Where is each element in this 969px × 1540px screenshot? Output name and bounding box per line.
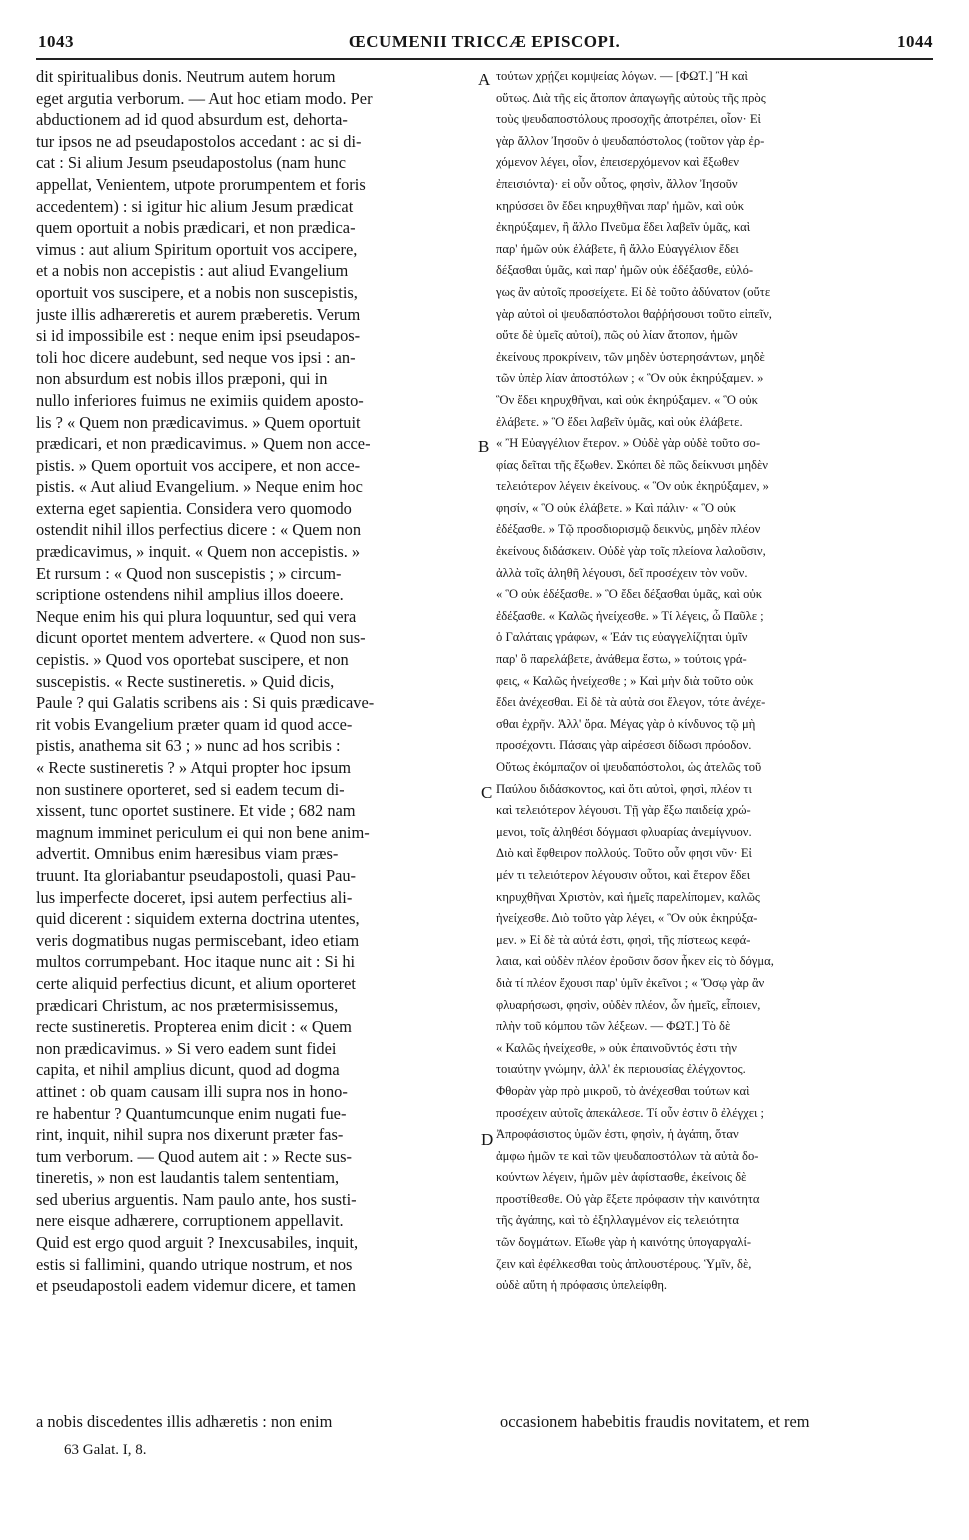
latin-text-line: non sustinere oporteret, sed si eadem tecum di-: [36, 779, 345, 799]
greek-text-line: μεν. » Εἰ δὲ τὰ αὐτά ἐστι, φησὶ, τῆς πίστεως κεφά-: [496, 932, 751, 947]
footnote: 63 Galat. I, 8.: [64, 1442, 147, 1458]
latin-text-line: abductionem ad id quod absurdum est, dehorta-: [36, 110, 348, 130]
greek-text-line: τοιαύτην γνώμην, ἀλλ' ἐκ περιουσίας ἐλέγχοντος.: [496, 1062, 746, 1077]
latin-text-line: nullo inferiores fuimus ne eximiis quidem aposto-: [36, 390, 364, 410]
greek-text-line: τῆς ἀγάπης, καὶ τὸ ἐξηλλαγμένον εἰς τελειότητα: [496, 1213, 739, 1228]
greek-text-line: γως ἂν αὐτοῖς προσείχετε. Εἰ δὲ τοῦτο ἀδύνατον (οὔτε: [496, 284, 771, 299]
latin-text-line: juste illis adhæreretis et aurem præberetis. Verum: [36, 304, 361, 324]
greek-text-line: φησίν, « Ὃ οὐκ ἐλάβετε. » Καὶ πάλιν· « Ὃ οὐκ: [496, 500, 737, 515]
margin-marker-b: B: [478, 437, 490, 456]
latin-text-line: magnum imminet periculum ei qui non bene anim-: [36, 822, 370, 842]
right-page-number: 1044: [897, 32, 933, 51]
latin-text-line: oportuit vos suscipere, et a nobis non suscepistis,: [36, 282, 358, 302]
latin-text-line: vimus : aut alium Spiritum oportuit vos accipere,: [36, 239, 358, 259]
greek-text-line: Οὕτως ἐκόμπαζον οἱ ψευδαπόστολοι, ὡς ἀτελῶς τοῦ: [496, 760, 762, 774]
greek-text-line: Παύλου διδάσκοντος, καὶ ὅτι αὐτοὶ, φησὶ, πλέον τι: [496, 781, 752, 796]
latin-text-line: nere eisque adhærere, corruptionem appellavit.: [36, 1211, 344, 1231]
latin-text-line: certe aliquid perfectius dicunt, et alium oporteret: [36, 973, 356, 993]
latin-text-line: dit spiritualibus donis. Neutrum autem horum: [36, 67, 336, 86]
greek-text-line: οὐδὲ αὕτη ἡ πρόφασις ὑπελείφθη.: [496, 1278, 668, 1293]
greek-text-line: « Ὃ οὐκ ἐδέξασθε. » Ὃ ἔδει δέξασθαι ὑμᾶς, καὶ οὐκ: [496, 587, 763, 602]
latin-text-line: truunt. Ita gloriabantur pseudapostoli, quasi Pau-: [36, 865, 357, 885]
greek-text-line: « Καλῶς ἠνείχεσθε, » οὐκ ἐπαινοῦντός ἐστι τὴν: [496, 1040, 737, 1055]
latin-text-line: si id impossibile est : neque enim ipsi pseudapos-: [36, 326, 361, 346]
latin-text-line: eget argutia verborum. — Aut hoc etiam modo. Per: [36, 88, 373, 108]
bottom-continuation-line: occasionem habebitis fraudis novitatem, et rem: [500, 1412, 810, 1431]
greek-text-line: τελειότερον λέγειν ἐκείνους. « Ὃν οὐκ ἐκηρύξαμεν, »: [496, 479, 769, 494]
latin-text-line: xissent, tunc oportet sustinere. Et vide ; 682 nam: [36, 801, 356, 821]
greek-text-line: ἀλλὰ τοῖς ἀληθῆ λέγουσι, δεῖ προσέχειν τὸν νοῦν.: [496, 565, 748, 580]
latin-text-line: Et rursum : « Quod non suscepistis ; » circum-: [36, 563, 342, 583]
latin-text-line: prædicavimus, » inquit. « Quem non accepistis. »: [36, 542, 361, 562]
latin-text-line: re habentur ? Quantumcunque enim nugati fue-: [36, 1103, 347, 1123]
latin-text-line: scriptione ostendens nihil amplius illos doeere.: [36, 585, 344, 605]
latin-text-line: non absurdum est nobis illos præponi, qui in: [36, 369, 328, 389]
latin-text-line: prædicari Christum, ac nos prætermisissemus,: [36, 995, 339, 1015]
greek-text-line: Διὸ καὶ ἔφθειρον πολλούς. Τοῦτο οὖν φησι νῦν· Εἰ: [496, 846, 752, 861]
greek-text-line: μέν τι τελειότερον λέγουσιν οὗτοι, καὶ ἕτερον ἔδει: [496, 867, 751, 882]
latin-text-line: veris dogmatibus nugas permiscebant, ideo etiam: [36, 930, 360, 950]
latin-text-line: multos corrumpebant. Hoc itaque nunc ait : Si hi: [36, 952, 356, 972]
margin-marker-d: D: [481, 1130, 494, 1149]
greek-text-line: φίας δεῖται τῆς ἔξωθεν. Σκόπει δὲ πῶς δείκνυσι μηδὲν: [496, 457, 768, 472]
latin-text-line: et pseudapostoli eadem videmur dicere, et tamen: [36, 1276, 356, 1296]
margin-marker-a: A: [478, 70, 491, 89]
greek-text-line: λαια, καὶ οὐδὲν πλέον ἐροῦσιν ὅσον ἧκεν εἰς τὸ δόγμα,: [496, 954, 774, 969]
greek-text-line: φεις, « Καλῶς ἠνείχεσθε ; » Καὶ μὴν διὰ τοῦτο οὐκ: [496, 673, 754, 688]
greek-text-line: καὶ τελειότερον λέγουσι. Τῇ γὰρ ἔξω παιδείᾳ χρώ-: [496, 803, 751, 818]
latin-text-line: sed uberius arguentis. Nam paulo ante, hos susti-: [36, 1189, 357, 1209]
latin-text-line: cepistis. » Quod vos oportebat suscipere, et non: [36, 650, 349, 670]
header-rule: [36, 58, 933, 60]
latin-text-line: « Recte sustineretis ? » Atqui propter hoc ipsum: [36, 758, 352, 777]
greek-text-line: παρ' ὃ παρελάβετε, ἀνάθεμα ἔστω, » τούτοις γρά-: [496, 652, 747, 667]
greek-text-line: ἔδει ἀνέχεσθαι. Εἰ δὲ τὰ αὐτὰ σοι ἔλεγον, τότε ἀνέχε-: [496, 695, 766, 710]
latin-text-line: pistis, anathema sit 63 ; » nunc ad hos scribis :: [36, 736, 341, 756]
greek-text-line: « Ἢ Εὐαγγέλιον ἕτερον. » Οὐδὲ γὰρ οὐδὲ τοῦτο σο-: [496, 436, 761, 451]
greek-text-line: οὔτε δὲ ὑμεῖς αὐτοί), πῶς οὐ λίαν ἄτοπον, ἡμῶν: [496, 328, 738, 343]
greek-text-line: οὕτως. Διὰ τῆς εἰς ἄτοπον ἀπαγωγῆς αὐτοὺς τῆς πρὸς: [496, 90, 766, 105]
latin-text-line: et a nobis non accepistis : aut aliud Evangelium: [36, 261, 349, 281]
greek-text-line: Φθορὰν γὰρ πρὸ μικροῦ, τὸ ἀνέχεσθαι τούτων καὶ: [496, 1083, 750, 1098]
greek-text-line: κηρυχθῆναι Χριστὸν, καὶ ἡμεῖς παρελίπομεν, καλῶς: [496, 889, 760, 904]
greek-text-line: Ἀπροφάσιστος ὑμῶν ἐστι, φησὶν, ἡ ἀγάπη, ὅταν: [496, 1127, 739, 1142]
greek-text-line: πλὴν τοῦ κόμπου τῶν λέξεων. — ΦΩΤ.] Τὸ δὲ: [496, 1019, 731, 1034]
greek-text-line: προσέχοντι. Πάσαις γὰρ αἱρέσεσι δίδωσι πρόοδον.: [496, 738, 752, 753]
left-page-number: 1043: [38, 32, 74, 51]
greek-text-line: τοὺς ψευδαποστόλους προσοχῆς ἀποτρέπει, οἷον· Εἰ: [496, 112, 761, 127]
greek-text-line: γὰρ αὐτοὶ οἱ ψευδαπόστολοι θαῤῥήσουσι τοῦτο εἰπεῖν,: [496, 306, 772, 321]
greek-text-line: μενοι, τοῖς ἀληθέσι δόγμασι φλυαρίας ἀνεμίγνυον.: [496, 824, 752, 839]
latin-text-line: capita, et nihil amplius dicunt, quod ad dogma: [36, 1060, 340, 1080]
latin-text-line: tur ipsos ne ad pseudapostolos accedant : ac si di-: [36, 131, 362, 151]
latin-text-line: Quid est ergo quod arguit ? Inexcusabiles, inquit,: [36, 1233, 359, 1253]
running-title: ŒCUMENII TRICCÆ EPISCOPI.: [348, 32, 621, 51]
latin-text-line: rint, inquit, nihil supra nos dixerunt præter fas-: [36, 1125, 344, 1145]
latin-text-line: attinet : ob quam causam illi supra nos in hono-: [36, 1081, 348, 1101]
greek-text-line: ἐλάβετε. » Ὃ ἔδει λαβεῖν ὑμᾶς, καὶ οὐκ ἐλάβετε.: [496, 414, 743, 429]
greek-text-line: προσέχειν αὐτοῖς ἀπεκάλεσε. Τί οὖν ἐστιν ὃ ἐλέγχει ;: [496, 1105, 765, 1120]
greek-text-line: φλυαρήσωσι, φησὶν, οὐδὲν πλέον, ὧν ἡμεῖς, εἶποιεν,: [496, 997, 761, 1012]
margin-marker-c: C: [481, 783, 493, 802]
latin-text-line: Paule ? qui Galatis scribens ais : Si quis prædicave-: [36, 693, 375, 713]
greek-text-line: Ὃν ἔδει κηρυχθῆναι, καὶ οὐκ ἐκηρύξαμεν. « Ὃ οὐκ: [496, 392, 759, 407]
greek-text-line: ὁ Γαλάταις γράφων, « Ἐάν τις εὐαγγελίζηται ὑμῖν: [496, 630, 748, 645]
greek-column: [496, 66, 936, 1297]
greek-text-line: ἀμφω ἡμῶν τε καὶ τῶν ψευδαποστόλων τὰ αὐτὰ δο-: [496, 1148, 759, 1163]
latin-text-line: tineretis, » non est laudantis talem sententiam,: [36, 1168, 340, 1188]
latin-text-line: prædicari, et non prædicavimus. » Quem non acce-: [36, 434, 371, 454]
latin-text-line: pistis. « Aut aliud Evangelium. » Neque enim hoc: [36, 477, 363, 497]
greek-text-line: κούντων λέγειν, ἡμῶν μὲν ἀφίστασθε, ἐκείνοις δὲ: [496, 1170, 747, 1185]
latin-text-line: Neque enim his qui plura loquuntur, sed qui vera: [36, 606, 357, 626]
latin-text-line: quem oportuit a nobis prædicari, et non prædica-: [36, 218, 356, 238]
greek-text-line: κηρύσσει ὃν ἔδει κηρυχθῆναι παρ' ἡμῶν, καὶ οὐκ: [496, 198, 745, 213]
greek-text-line: ζειν καὶ ἐφέλκεσθαι τοὺς ἁπλουστέρους. Ὑμῖν, δὲ,: [496, 1256, 752, 1271]
greek-text-line: ἐκηρύξαμεν, ἢ ἄλλο Πνεῦμα ἔδει λαβεῖν ὑμᾶς, καὶ: [496, 220, 751, 235]
latin-text-line: suscepistis. « Recte sustineretis. » Quid dicis,: [36, 671, 335, 691]
latin-text-line: quid dicerent : siquidem externa doctrina utentes,: [36, 909, 360, 929]
greek-text-line: ἐκείνους διδάσκειν. Οὐδὲ γὰρ τοῖς πλείονα λαλοῦσιν,: [496, 544, 766, 559]
latin-text-line: rit vobis Evangelium præter quam id quod acce-: [36, 714, 353, 734]
greek-text-line: ἠνείχεσθε. Διὸ τοῦτο γὰρ λέγει, « Ὃν οὐκ ἐκηρύξα-: [496, 911, 758, 926]
latin-text-line: tum verborum. — Quod autem ait : » Recte sus-: [36, 1146, 352, 1166]
latin-text-line: advertit. Omnibus enim hæresibus viam præs-: [36, 844, 339, 864]
latin-text-line: toli hoc dicere audebunt, sed neque vos ipsi : an-: [36, 347, 356, 367]
greek-text-line: παρ' ἡμῶν οὐκ ἐλάβετε, ἢ ἄλλο Εὐαγγέλιον ἔδει: [496, 241, 739, 256]
greek-text-line: προστίθεσθε. Οὐ γὰρ ἕξετε πρόφασιν τὴν καινότητα: [496, 1191, 760, 1206]
bottom-latin-line: a nobis discedentes illis adhæretis : non enim: [36, 1412, 333, 1431]
latin-text-line: non prædicavimus. » Si vero eadem sunt fidei: [36, 1038, 337, 1058]
latin-text-line: appellat, Venientem, utpote prorumpentem et foris: [36, 174, 366, 194]
greek-text-line: ἐδέξασθε. « Καλῶς ἠνείχεσθε. » Τί λέγεις, ὦ Παῦλε ;: [496, 608, 764, 623]
greek-text-line: ἐκείνους προκρίνειν, τῶν μηδὲν ὑστερησάντων, μηδὲ: [496, 349, 765, 364]
greek-text-line: διὰ τί πλέον ἔχουσι παρ' ὑμῖν ἐκεῖνοι ; « Ὅσῳ γὰρ ἂν: [496, 975, 765, 990]
latin-text-line: dicunt oportet mentem advertere. « Quod non sus-: [36, 628, 366, 648]
latin-text-line: externa eget sapientia. Considera vero quomodo: [36, 498, 352, 518]
greek-text-line: ἐπεισιόντα)· εἰ οὖν οὗτος, φησὶν, ἄλλον Ἰησοῦν: [496, 176, 738, 191]
greek-text-line: σθαι ἐχρῆν. Ἀλλ' ὅρα. Μέγας γὰρ ὁ κίνδυνος τῷ μὴ: [496, 716, 756, 731]
greek-text-line: χόμενον λέγει, οἷον, ἐπεισερχόμενον καὶ ἔξωθεν: [496, 155, 739, 170]
latin-text-line: ostendit nihil illos perfectius dicere : « Quem non: [36, 520, 362, 540]
greek-text-line: δέξασθαι ὑμᾶς, καὶ παρ' ἡμῶν οὐκ ἐδέξασθε, εὐλό-: [496, 263, 754, 278]
greek-text-line: τῶν δογμάτων. Εἴωθε γὰρ ἡ καινότης ὑπογαργαλί-: [496, 1235, 752, 1250]
latin-text-line: pistis. » Quem oportuit vos accipere, et non acce-: [36, 455, 361, 475]
latin-text-line: lus imperfecte doceret, ipsi autem perfectius ali-: [36, 887, 353, 907]
greek-text-line: ἐδέξασθε. » Τῷ προσδιορισμῷ δεικνὺς, μηδὲν πλέον: [496, 522, 761, 537]
latin-text-line: recte sustineretis. Propterea enim dicit : « Quem: [36, 1017, 352, 1037]
latin-text-line: accedentem) : si igitur hic alium Jesum prædicat: [36, 196, 354, 216]
latin-text-line: lis ? « Quem non prædicavimus. » Quem oportuit: [36, 412, 361, 432]
greek-text-line: γὰρ ἄλλον Ἰησοῦν ὁ ψευδαπόστολος (τοῦτον γὰρ ἐρ-: [496, 133, 765, 148]
greek-text-line: τῶν ὑπὲρ λίαν ἀποστόλων ; « Ὃν οὐκ ἐκηρύξαμεν. »: [496, 371, 764, 386]
greek-text-line: τούτων χρῄζει κομψείας λόγων. — [ΦΩΤ.] Ἢ καὶ: [496, 69, 748, 83]
latin-column: [36, 66, 476, 1297]
latin-text-line: estis si fallimini, quando utrique nostrum, et nos: [36, 1254, 353, 1274]
latin-text-line: cat : Si alium Jesum pseudapostolus (nam hunc: [36, 153, 347, 173]
